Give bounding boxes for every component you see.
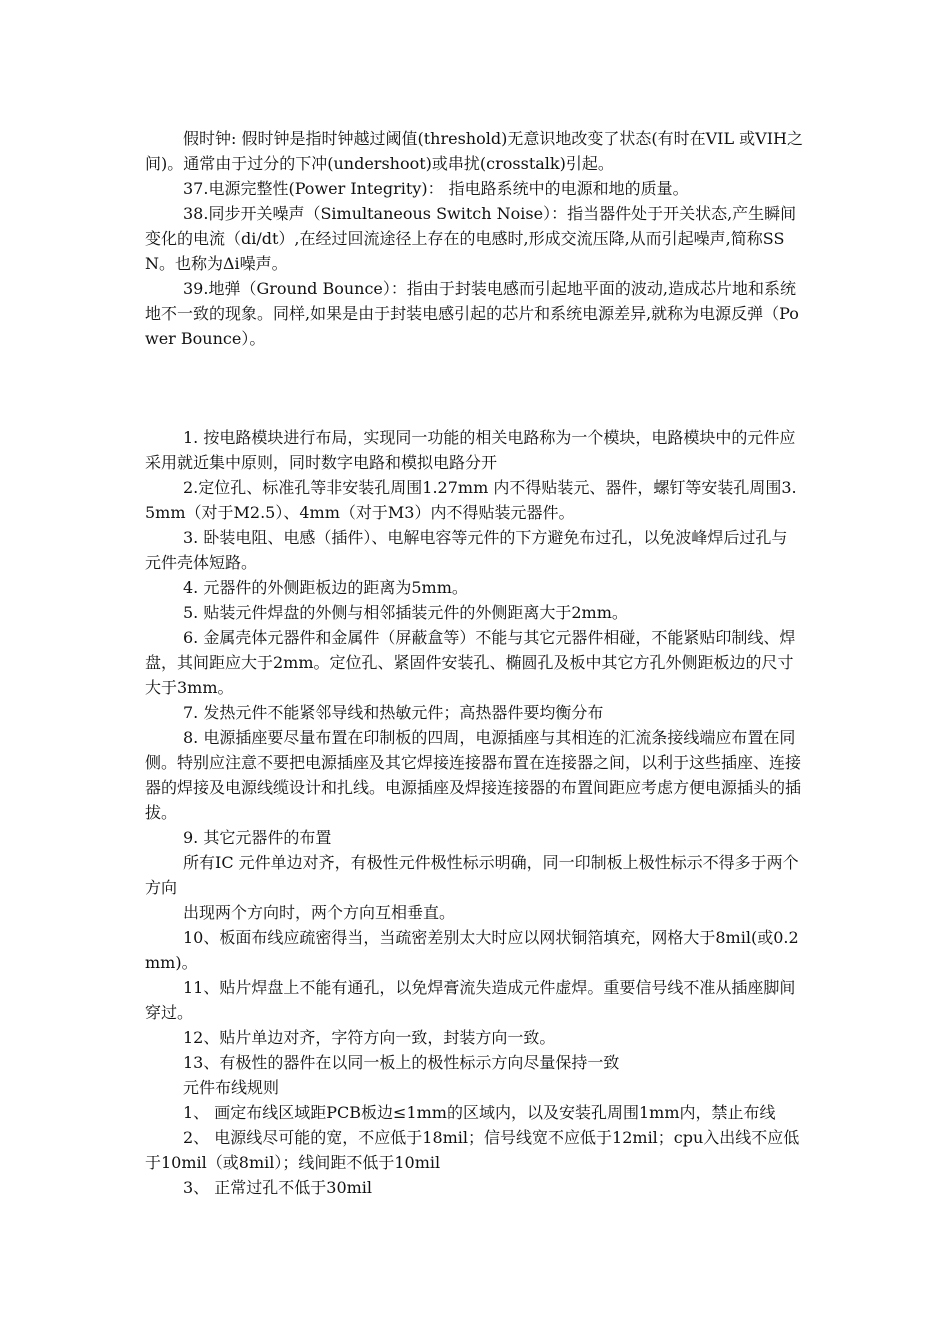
rule-paragraph: 8. 电源插座要尽量布置在印制板的四周，电源插座与其相连的汇流条接线端应布置在同侧。特别应注意不要把电源插座及其它焊接连接器布置在连接器之间，以利于这些插座、连接器的焊接及电源线缆设计和扎线。电源插座及焊接连接器的布置间距应考虑方便电源插头的插拔。 [145,728,802,822]
definition-ground-bounce: 39.地弹（Ground Bounce）：指由于封装电感而引起地平面的波动,造成芯片地和系统地不一致的现象。同样,如果是由于封装电感引起的芯片和系统电源差异,就称为电源反弹（Power Bounce）。 [145,279,799,348]
rule-paragraph: 出现两个方向时，两个方向互相垂直。 [183,903,456,922]
rule-paragraph: 所有IC 元件单边对齐，有极性元件极性标示明确，同一印制板上极性标示不得多于两个方向 [145,853,799,897]
definitions-section [145,126,803,351]
rule-paragraph: 11、贴片焊盘上不能有通孔，以免焊膏流失造成元件虚焊。重要信号线不准从插座脚间穿过。 [145,978,796,1022]
definition-ssn: 38.同步开关噪声（Simultaneous Switch Noise）：指当器件处于开关状态,产生瞬间变化的电流（di/dt）,在经过回流途径上存在的电感时,形成交流压降,从而引起噪声,简称SSN。也称为Δi噪声。 [145,204,797,273]
rule-paragraph: 1. 按电路模块进行布局，实现同一功能的相关电路称为一个模块，电路模块中的元件应采用就近集中原则，同时数字电路和模拟电路分开 [145,428,796,472]
routing-rule-paragraph: 1、 画定布线区域距PCB板边≤1mm的区域内，以及安装孔周围1mm内，禁止布线 [183,1103,776,1122]
definition-power-integrity: 37.电源完整性(Power Integrity)： 指电路系统中的电源和地的质量。 [183,179,689,198]
rule-paragraph: 12、贴片单边对齐，字符方向一致，封装方向一致。 [183,1028,556,1047]
rule-paragraph: 3. 卧装电阻、电感（插件）、电解电容等元件的下方避免布过孔，以免波峰焊后过孔与元件壳体短路。 [145,528,788,572]
routing-rule-paragraph: 3、 正常过孔不低于30mil [183,1178,373,1197]
rule-paragraph: 7. 发热元件不能紧邻导线和热敏元件；高热器件要均衡分布 [183,703,604,722]
rule-paragraph: 10、板面布线应疏密得当，当疏密差别太大时应以网状铜箔填充，网格大于8mil(或0.2mm)。 [145,928,799,972]
rule-paragraph: 6. 金属壳体元器件和金属件（屏蔽盒等）不能与其它元器件相碰，不能紧贴印制线、焊盘，其间距应大于2mm。定位孔、紧固件安装孔、椭圆孔及板中其它方孔外侧距板边的尺寸大于3mm。 [145,628,796,697]
rule-paragraph: 2.定位孔、标准孔等非安装孔周围1.27mm 内不得贴装元、器件，螺钉等安装孔周围3.5mm（对于M2.5）、4mm（对于M3）内不得贴装元器件。 [145,478,797,522]
rule-paragraph: 13、有极性的器件在以同一板上的极性标示方向尽量保持一致 [183,1053,620,1072]
rule-paragraph: 9. 其它元器件的布置 [183,828,332,847]
rule-paragraph: 4. 元器件的外侧距板边的距离为5mm。 [183,578,468,597]
definition-false-clock: 假时钟: 假时钟是指时钟越过阈值(threshold)无意识地改变了状态(有时在VIL 或VIH之间)。通常由于过分的下冲(undershoot)或串扰(crosstalk)引起。 [145,129,803,173]
section-heading-routing-rules: 元件布线规则 [183,1078,280,1097]
routing-rule-paragraph: 2、 电源线尽可能的宽，不应低于18mil；信号线宽不应低于12mil；cpu入出线不应低于10mil（或8mil）；线间距不低于10mil [145,1128,800,1172]
layout-rules-section [145,425,803,1200]
rule-paragraph: 5. 贴装元件焊盘的外侧与相邻插装元件的外侧距离大于2mm。 [183,603,628,622]
